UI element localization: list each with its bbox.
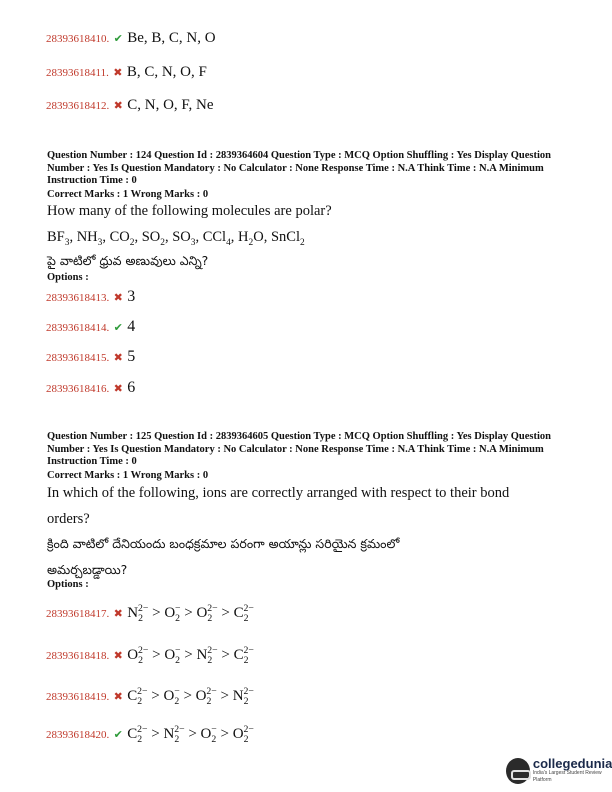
correct-check-icon: ✔ — [113, 33, 123, 45]
option-text: B, C, N, O, F — [126, 64, 207, 80]
option-row — [46, 288, 135, 306]
wrong-cross-icon: ✖ — [113, 67, 123, 79]
wrong-cross-icon: ✖ — [113, 650, 123, 662]
option-text: C, N, O, F, Ne — [127, 97, 214, 113]
ion-formula: $O_2^-$ — [163, 686, 180, 707]
correct-check-icon: ✔ — [113, 322, 123, 334]
option-id: 28393618414. — [46, 322, 110, 334]
question-meta: Question Number : 125 Question Id : 2839364605 Question Type : MCQ Option Shuffling : Yes Display Question Number : Yes Is Question Mandatory : No Calculator : None Response Time : N.A Think Time : N.A Minimum Instruction Time : 0 — [47, 431, 551, 467]
ion-formula: $O_2^-$ — [164, 603, 181, 624]
collegedunia-logo — [506, 757, 612, 784]
options-label: Options : — [47, 579, 89, 590]
ion-formula: $O_2^{2-}$ — [232, 724, 254, 745]
option-row — [46, 645, 254, 666]
option-id: 28393618416. — [46, 383, 110, 395]
option-id: 28393618419. — [46, 691, 110, 703]
correct-check-icon: ✔ — [113, 729, 123, 741]
molecule-list: $BF_3$, $NH_3$, $CO_2$, $SO_2$, $SO_3$, CCl$_4$, $H_2O$, SnCl$_2$ — [47, 229, 305, 248]
ion-formula: $O_2^-$ — [200, 724, 217, 745]
wrong-cross-icon: ✖ — [113, 608, 123, 620]
option-text: 3 — [127, 288, 136, 305]
mascot-icon — [506, 758, 530, 784]
molecule-formula: $NH_3$ — [76, 229, 103, 248]
option-row — [46, 603, 254, 624]
question-meta: Question Number : 124 Question Id : 2839364604 Question Type : MCQ Option Shuffling : Yes Display Question Number : Yes Is Question Mandatory : No Calculator : None Response Time : N.A Think Time : N.A Minimum Instruction Time : 0 — [47, 150, 551, 186]
option-row — [46, 348, 135, 366]
ion-formula: $C_2^{2-}$ — [233, 603, 254, 624]
option-row — [46, 64, 207, 81]
question-text-telugu: అమర్చబడ్డాయి? — [47, 562, 128, 577]
question-text-telugu: పై వాటిలో ధ్రువ అణువులు ఎన్ని? — [47, 253, 209, 268]
molecule-formula: SnCl$_2$ — [270, 229, 305, 248]
option-text: 4 — [127, 318, 136, 335]
wrong-cross-icon: ✖ — [113, 691, 123, 703]
ion-formula: $C_2^{2-}$ — [127, 686, 148, 707]
option-id: 28393618412. — [46, 100, 110, 112]
molecule-formula: $SO_3$ — [172, 229, 196, 248]
option-id: 28393618417. — [46, 608, 110, 620]
option-text: Be, B, C, N, O — [127, 30, 216, 46]
marks-info: Correct Marks : 1 Wrong Marks : 0 — [47, 189, 209, 200]
wrong-cross-icon: ✖ — [113, 292, 123, 304]
molecule-formula: $SO_2$ — [141, 229, 165, 248]
option-row — [46, 724, 254, 745]
ion-formula: $N_2^{2-}$ — [196, 645, 218, 666]
ion-sequence: $O_2^{2-} > O_2^- > N_2^{2-} > C_2^{2-}$ — [127, 645, 254, 666]
ion-formula: $C_2^{2-}$ — [233, 645, 254, 666]
question-text: How many of the following molecules are polar? — [47, 203, 332, 219]
ion-formula: $O_2^{2-}$ — [195, 686, 217, 707]
option-id: 28393618418. — [46, 650, 110, 662]
question-text: orders? — [47, 511, 90, 527]
molecule-formula: CCl$_4$ — [202, 229, 231, 248]
molecule-formula: $H_2O$ — [238, 229, 264, 248]
option-row — [46, 686, 254, 707]
logo-tagline: India's Largest Student Review Platform — [532, 770, 602, 783]
molecule-formula: $BF_3$ — [47, 229, 70, 248]
option-text: 6 — [127, 379, 136, 396]
ion-sequence: $C_2^{2-} > O_2^- > O_2^{2-} > N_2^{2-}$ — [127, 686, 254, 707]
marks-info: Correct Marks : 1 Wrong Marks : 0 — [47, 470, 209, 481]
option-row — [46, 97, 214, 114]
ion-formula: $C_2^{2-}$ — [127, 724, 148, 745]
ion-sequence: $N_2^{2-} > O_2^- > O_2^{2-} > C_2^{2-}$ — [127, 603, 254, 624]
question-text-telugu: క్రింది వాటిలో దేనియందు బంధక్రమాల పరంగా అయాన్లు సరియైన క్రమంలో — [47, 536, 400, 551]
options-label: Options : — [47, 272, 89, 283]
option-id: 28393618410. — [46, 33, 110, 45]
wrong-cross-icon: ✖ — [113, 352, 123, 364]
ion-formula: $N_2^{2-}$ — [163, 724, 185, 745]
wrong-cross-icon: ✖ — [113, 100, 123, 112]
ion-formula: $O_2^-$ — [164, 645, 181, 666]
ion-formula: $O_2^{2-}$ — [196, 603, 218, 624]
option-id: 28393618411. — [46, 67, 109, 79]
ion-formula: $O_2^{2-}$ — [127, 645, 149, 666]
wrong-cross-icon: ✖ — [113, 383, 123, 395]
option-row — [46, 30, 216, 47]
option-id: 28393618420. — [46, 729, 110, 741]
option-row — [46, 318, 135, 336]
option-id: 28393618413. — [46, 292, 110, 304]
option-text: 5 — [127, 348, 136, 365]
question-text: In which of the following, ions are correctly arranged with respect to their bond — [47, 485, 510, 501]
ion-sequence: $C_2^{2-} > N_2^{2-} > O_2^- > O_2^{2-}$ — [127, 724, 254, 745]
ion-formula: $N_2^{2-}$ — [127, 603, 149, 624]
option-row — [46, 379, 135, 397]
logo-name: collegedunia — [532, 756, 612, 771]
option-id: 28393618415. — [46, 352, 110, 364]
ion-formula: $N_2^{2-}$ — [232, 686, 254, 707]
molecule-formula: $CO_2$ — [109, 229, 135, 248]
